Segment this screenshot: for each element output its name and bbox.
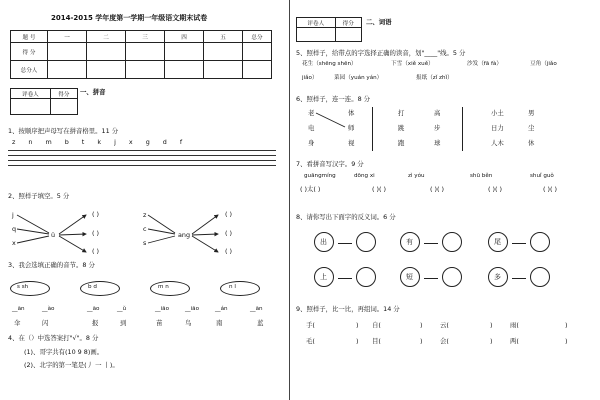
- option-m-n: m n: [158, 284, 169, 290]
- initials-sequence: z n m b t k j x g d f: [12, 138, 183, 146]
- score-header: 总分: [243, 31, 272, 43]
- option-s-sh: s sh: [17, 284, 29, 290]
- match-right[interactable]: 球: [434, 139, 441, 147]
- question-6: 6、照样子，连一连。8 分: [296, 95, 371, 103]
- match-right[interactable]: 体: [348, 109, 355, 117]
- score-label: 得分: [50, 89, 77, 99]
- answer-circle[interactable]: [356, 232, 376, 252]
- question-4: 4、在（）中选答案打"√"。8 分: [8, 334, 99, 342]
- compare-blank[interactable]: ): [565, 337, 568, 345]
- given-char: 上: [320, 273, 327, 281]
- pinyin-choice[interactable]: jiǎo）: [302, 75, 318, 81]
- hanzi-blank[interactable]: ( )( ): [372, 185, 387, 193]
- hanzi-blank[interactable]: ( )( ): [543, 185, 558, 193]
- syllable-blank[interactable]: __ào: [42, 306, 55, 312]
- question-9: 9、照样子，比一比，再组词。14 分: [296, 305, 400, 313]
- match-right[interactable]: 高: [434, 109, 441, 117]
- answer-blank[interactable]: ( ): [225, 210, 233, 218]
- answer-circle[interactable]: [356, 267, 376, 287]
- page-title: 2014-2015 学年度第一学期一年级语文期末试卷: [51, 14, 208, 22]
- answer-circle[interactable]: [442, 232, 462, 252]
- column-divider: [462, 107, 463, 151]
- initial-c: c: [143, 225, 147, 233]
- compare-char: 毛(: [306, 337, 315, 345]
- initial-j: j: [12, 211, 14, 219]
- pinyin-choice[interactable]: 花生（shēng shēn）: [302, 61, 357, 67]
- given-char: 短: [406, 273, 413, 281]
- pinyin-choice[interactable]: 豆角（jiǎo: [530, 61, 557, 67]
- initial-s: s: [143, 239, 147, 247]
- dash: [338, 243, 352, 244]
- match-left[interactable]: 跳: [398, 124, 405, 132]
- pinyin-prompt: dōng xi: [354, 173, 375, 179]
- column-divider: [372, 107, 373, 151]
- option-n-l: n l: [229, 284, 236, 290]
- answer-circle[interactable]: [530, 232, 550, 252]
- initial-z: z: [143, 211, 147, 219]
- answer-circle[interactable]: [530, 267, 550, 287]
- question-7: 7、看拼音写汉字。9 分: [296, 160, 364, 168]
- option-b-d: b d: [88, 284, 97, 290]
- dash: [338, 278, 352, 279]
- answer-blank[interactable]: ( ): [225, 247, 233, 255]
- given-char: 尾: [494, 238, 501, 246]
- syllable-blank[interactable]: __án: [215, 306, 228, 312]
- answer-circle[interactable]: [442, 267, 462, 287]
- compare-char: 云(: [440, 321, 449, 329]
- match-left[interactable]: 老: [308, 109, 315, 117]
- given-char: 有: [406, 238, 413, 246]
- match-right[interactable]: 尘: [528, 124, 535, 132]
- initial-x: x: [12, 239, 16, 247]
- syllable-blank[interactable]: __ião: [185, 306, 199, 312]
- match-left[interactable]: 日力: [491, 124, 504, 132]
- section-heading-pinyin: 一、拼音: [80, 88, 106, 96]
- question-5: 5、照样子，给带点的字选择正确的读音，划"____"线。5 分: [296, 49, 466, 57]
- match-left[interactable]: 打: [398, 109, 405, 117]
- section-heading-words: 二、词语: [366, 18, 392, 26]
- question-8: 8、请你写出下面字的反义词。6 分: [296, 213, 396, 221]
- question-2: 2、照样子填空。5 分: [8, 192, 70, 200]
- syllable-blank[interactable]: __ăo: [87, 306, 100, 312]
- score-header: 三: [126, 31, 165, 43]
- match-left[interactable]: 电: [308, 124, 315, 132]
- answer-blank[interactable]: ( ): [92, 247, 100, 255]
- pinyin-choice[interactable]: 下雪（xiě xuě）: [391, 61, 434, 67]
- question-4-part-2: (2)、北字的第一笔是(丿 一 丨)。: [24, 361, 119, 369]
- score-header: 二: [87, 31, 126, 43]
- word: 伞: [14, 319, 21, 327]
- pinyin-prompt: zì yóu: [408, 173, 425, 179]
- match-right[interactable]: 男: [528, 109, 535, 117]
- syllable-blank[interactable]: __ăn: [250, 306, 263, 312]
- hanzi-blank[interactable]: ( )太( ): [300, 185, 321, 193]
- hanzi-blank[interactable]: ( )( ): [430, 185, 445, 193]
- match-right[interactable]: 视: [348, 139, 355, 147]
- match-left[interactable]: 人木: [491, 139, 504, 147]
- compare-char: 会(: [440, 337, 449, 345]
- question-1: 1、按顺序把声母写在拼音格里。11 分: [8, 127, 119, 135]
- word: 闪: [42, 319, 49, 327]
- compare-char: 自(: [372, 321, 381, 329]
- word: 报: [92, 319, 99, 327]
- compare-blank[interactable]: ): [565, 321, 568, 329]
- match-left[interactable]: 身: [308, 139, 315, 147]
- compare-blank[interactable]: ): [490, 321, 493, 329]
- question-3: 3、我会选填正确的音节。8 分: [8, 261, 95, 269]
- dash: [512, 278, 526, 279]
- compare-blank[interactable]: ): [420, 321, 423, 329]
- compare-char: 目(: [372, 337, 381, 345]
- pinyin-prompt: shū běn: [470, 173, 493, 179]
- pinyin-choice[interactable]: 报纸（zǐ zhǐ）: [416, 75, 453, 81]
- given-char: 多: [494, 273, 501, 281]
- final-u: ü: [51, 231, 56, 239]
- score-row-label: 得 分: [11, 43, 48, 61]
- dash: [424, 243, 438, 244]
- score-header: 一: [48, 31, 87, 43]
- compare-blank[interactable]: ): [356, 337, 359, 345]
- hanzi-blank[interactable]: ( )( ): [488, 185, 503, 193]
- final-ang: ang: [178, 231, 191, 239]
- given-char: 出: [320, 238, 327, 246]
- compare-blank[interactable]: ): [420, 337, 423, 345]
- initial-q: q: [12, 225, 17, 233]
- match-left[interactable]: 小土: [491, 109, 504, 117]
- score-header: 五: [204, 31, 243, 43]
- word: 到: [120, 319, 127, 327]
- score-label: 得分: [335, 18, 361, 28]
- syllable-blank[interactable]: __ŭ: [117, 306, 127, 312]
- word: 南: [216, 319, 223, 327]
- answer-blank[interactable]: ( ): [225, 229, 233, 237]
- score-row-label: 总分人: [11, 61, 48, 79]
- dash: [424, 278, 438, 279]
- compare-char: 两(: [510, 337, 519, 345]
- match-left[interactable]: 跑: [398, 139, 405, 147]
- score-header: 题 号: [11, 31, 48, 43]
- question-4-part-1: (1)、哥字共有(10 9 8)画。: [24, 348, 104, 356]
- match-right[interactable]: 步: [434, 124, 441, 132]
- word: 蓝: [257, 319, 264, 327]
- pinyin-choice[interactable]: 沙发（fā fà）: [467, 61, 502, 67]
- answer-blank[interactable]: ( ): [92, 229, 100, 237]
- word: 鸟: [185, 319, 192, 327]
- grader-label: 评卷人: [297, 18, 336, 28]
- dash: [512, 243, 526, 244]
- compare-blank[interactable]: ): [356, 321, 359, 329]
- syllable-blank[interactable]: __ăn: [12, 306, 25, 312]
- grader-label: 评卷人: [11, 89, 51, 99]
- word: 苗: [156, 319, 163, 327]
- pinyin-prompt: guāngmíng: [304, 173, 336, 179]
- match-right[interactable]: 休: [528, 139, 535, 147]
- pinyin-choice[interactable]: 菜园（yuán yán）: [334, 75, 383, 81]
- compare-blank[interactable]: ): [490, 337, 493, 345]
- pinyin-prompt: shuǐ guǒ: [530, 173, 554, 179]
- answer-blank[interactable]: ( ): [92, 210, 100, 218]
- score-header: 四: [165, 31, 204, 43]
- compare-char: 雨(: [510, 321, 519, 329]
- compare-char: 手(: [306, 321, 315, 329]
- match-right[interactable]: 师: [348, 124, 355, 132]
- syllable-blank[interactable]: __ião: [155, 306, 169, 312]
